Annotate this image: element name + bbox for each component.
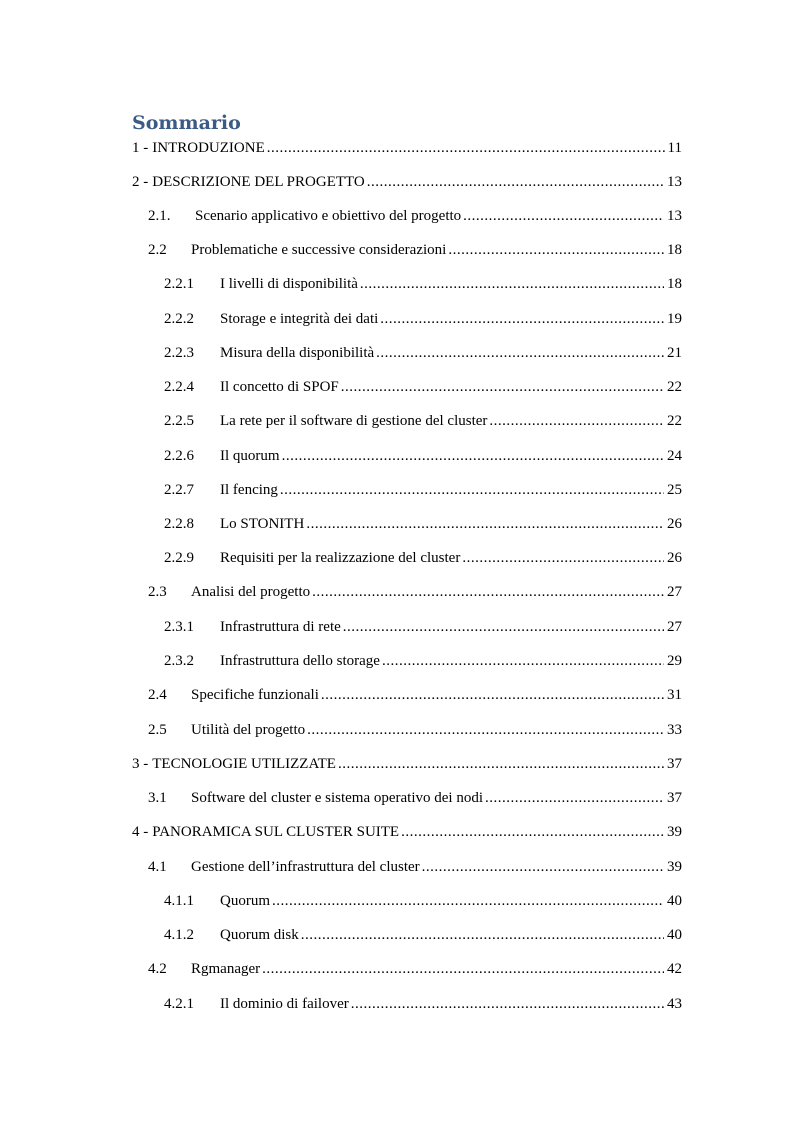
- toc-entry[interactable]: [164, 651, 682, 671]
- entry-number: 2.2.8: [164, 516, 194, 532]
- entry-title: Infrastruttura di rete: [220, 619, 341, 635]
- entry-number: 4.1.2: [164, 927, 194, 943]
- entry-number: 4.1.1: [164, 893, 194, 909]
- toc-entry[interactable]: [164, 411, 682, 431]
- entry-page: 11: [667, 140, 682, 156]
- entry-title: TECNOLOGIE UTILIZZATE: [152, 756, 336, 772]
- entry-page: 22: [667, 379, 682, 395]
- entry-page: 26: [667, 516, 682, 532]
- toc-entry[interactable]: [148, 206, 682, 226]
- entry-title: Analisi del progetto: [191, 584, 311, 600]
- toc-entry[interactable]: [132, 754, 682, 774]
- toc-entry[interactable]: [164, 274, 682, 294]
- entry-title: Software del cluster e sistema operativo dei nodi: [191, 790, 483, 806]
- toc-entry[interactable]: [164, 377, 682, 397]
- entry-title: Il dominio di failover: [220, 996, 349, 1012]
- entry-number: 2.2.5: [164, 413, 194, 429]
- entry-number: 2.2.2: [164, 311, 194, 327]
- entry-title: Scenario applicativo e obiettivo del progetto: [195, 208, 462, 224]
- toc-entry[interactable]: [148, 240, 682, 260]
- entry-title: Misura della disponibilità: [220, 345, 375, 361]
- entry-number: 2.2.1: [164, 276, 194, 292]
- toc-entry[interactable]: [164, 446, 682, 466]
- entry-title: Gestione dell’infrastruttura del cluster: [191, 859, 420, 875]
- entry-number: 2 -: [132, 174, 149, 190]
- entry-title: Il concetto di SPOF: [220, 379, 339, 395]
- entry-title: INTRODUZIONE: [152, 140, 265, 156]
- entry-title: Il fencing: [220, 482, 278, 498]
- toc-entry[interactable]: [164, 343, 682, 363]
- entry-page: 13: [667, 208, 682, 224]
- entry-title: Quorum: [220, 893, 270, 909]
- entry-page: 33: [667, 722, 682, 738]
- toc-entry[interactable]: [164, 309, 682, 329]
- entry-number: 4 -: [132, 824, 149, 840]
- entry-title: Requisiti per la realizzazione del cluster: [220, 550, 461, 566]
- toc-entry[interactable]: [164, 480, 682, 500]
- entry-title: Storage e integrità dei dati: [220, 311, 379, 327]
- entry-number: 4.2: [148, 961, 167, 977]
- entry-number: 3.1: [148, 790, 167, 806]
- toc-entry[interactable]: [132, 172, 682, 192]
- entry-number: 2.3.1: [164, 619, 194, 635]
- entry-page: 26: [667, 550, 682, 566]
- toc-entry[interactable]: [148, 582, 682, 602]
- entry-page: 22: [667, 413, 682, 429]
- entry-number: 1 -: [132, 140, 149, 156]
- entry-page: 29: [667, 653, 682, 669]
- toc-entry[interactable]: [164, 548, 682, 568]
- entry-number: 2.2.6: [164, 448, 194, 464]
- entry-number: 2.5: [148, 722, 167, 738]
- entry-title: Infrastruttura dello storage: [220, 653, 380, 669]
- entry-page: 27: [667, 619, 682, 635]
- toc-entry[interactable]: [148, 959, 682, 979]
- entry-title: Specifiche funzionali: [191, 687, 319, 703]
- entry-number: 2.2.7: [164, 482, 194, 498]
- toc-title: Sommario: [132, 112, 241, 134]
- entry-page: 43: [667, 996, 682, 1012]
- entry-title: Il quorum: [220, 448, 280, 464]
- entry-page: 19: [667, 311, 682, 327]
- entry-number: 2.1.: [148, 208, 171, 224]
- entry-page: 13: [667, 174, 682, 190]
- entry-page: 37: [667, 756, 682, 772]
- entry-page: 37: [667, 790, 682, 806]
- entry-number: 2.3: [148, 584, 167, 600]
- entry-page: 39: [667, 859, 682, 875]
- toc-entry[interactable]: [164, 994, 682, 1014]
- entry-title: PANORAMICA SUL CLUSTER SUITE: [152, 824, 400, 840]
- entry-title: Utilità del progetto: [191, 722, 306, 738]
- toc-entry[interactable]: [148, 685, 682, 705]
- entry-number: 3 -: [132, 756, 149, 772]
- toc-entry[interactable]: [164, 617, 682, 637]
- entry-title: Rgmanager: [191, 961, 261, 977]
- entry-title: I livelli di disponibilità: [220, 276, 358, 292]
- entry-page: 42: [667, 961, 682, 977]
- entry-page: 27: [667, 584, 682, 600]
- toc-entry[interactable]: [132, 138, 682, 158]
- entry-page: 18: [667, 242, 682, 258]
- entry-title: Quorum disk: [220, 927, 299, 943]
- entry-page: 24: [667, 448, 682, 464]
- entry-page: 39: [667, 824, 682, 840]
- toc-entry[interactable]: [132, 822, 682, 842]
- entry-title: La rete per il software di gestione del cluster: [220, 413, 488, 429]
- toc-entry[interactable]: [148, 788, 682, 808]
- entry-page: 25: [667, 482, 682, 498]
- entry-title: Problematiche e successive considerazioni: [191, 242, 447, 258]
- entry-number: 4.2.1: [164, 996, 194, 1012]
- toc-entry[interactable]: [148, 720, 682, 740]
- entry-number: 2.2.3: [164, 345, 194, 361]
- entry-page: 40: [667, 927, 682, 943]
- entry-number: 2.2.9: [164, 550, 194, 566]
- toc-entry[interactable]: [164, 514, 682, 534]
- toc-entry[interactable]: [164, 925, 682, 945]
- entry-number: 2.2: [148, 242, 167, 258]
- entry-number: 4.1: [148, 859, 167, 875]
- entry-title: Lo STONITH: [220, 516, 305, 532]
- entry-page: 40: [667, 893, 682, 909]
- entry-number: 2.2.4: [164, 379, 194, 395]
- toc-entry[interactable]: [164, 891, 682, 911]
- toc-entry[interactable]: [148, 857, 682, 877]
- entry-title: DESCRIZIONE DEL PROGETTO: [152, 174, 365, 190]
- entry-number: 2.4: [148, 687, 167, 703]
- entry-page: 18: [667, 276, 682, 292]
- entry-page: 31: [667, 687, 682, 703]
- entry-page: 21: [667, 345, 682, 361]
- entry-number: 2.3.2: [164, 653, 194, 669]
